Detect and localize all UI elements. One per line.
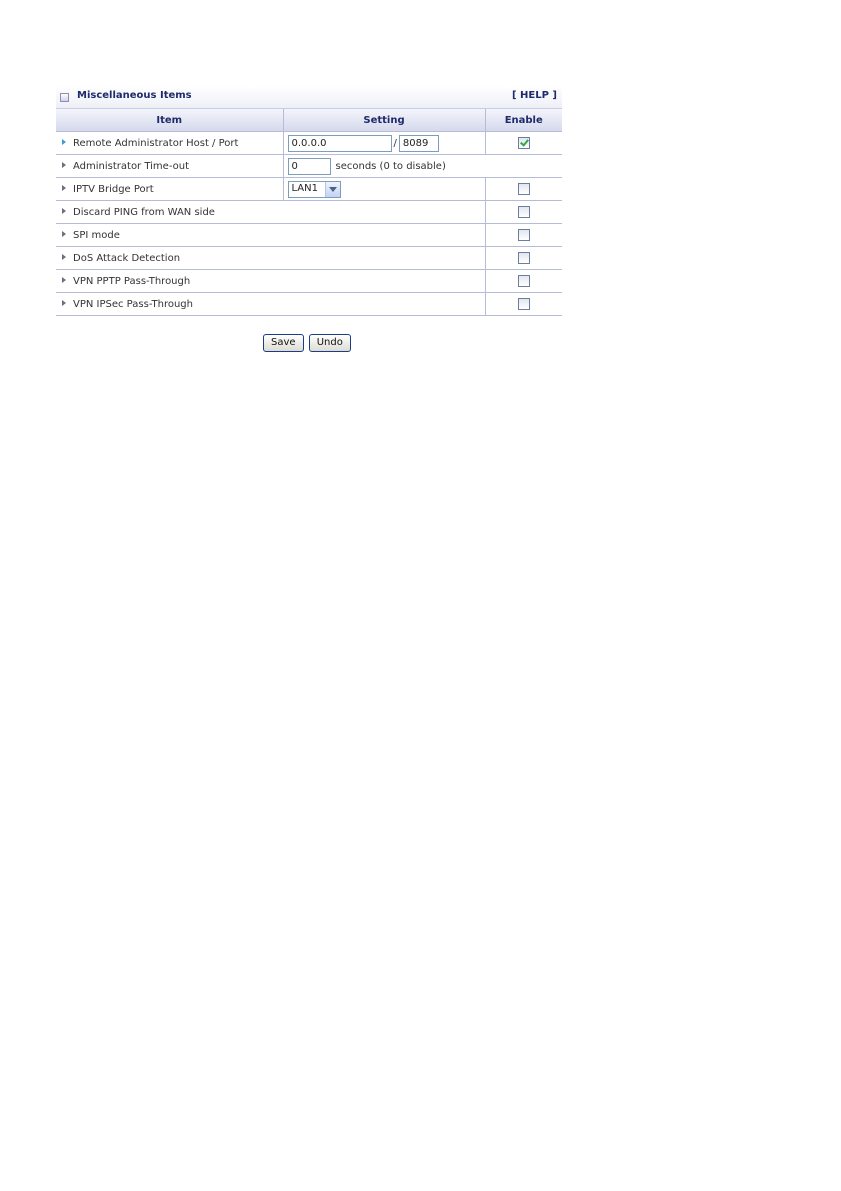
item-label: IPTV Bridge Port: [73, 183, 154, 195]
panel-title: Miscellaneous Items: [77, 90, 192, 101]
item-label: VPN IPSec Pass-Through: [73, 298, 193, 310]
item-label: VPN PPTP Pass-Through: [73, 275, 191, 287]
item-cell: [56, 155, 283, 178]
enable-cell: [485, 178, 562, 201]
row-admin-timeout: [56, 155, 562, 178]
item-cell: [56, 270, 485, 293]
setting-cell: [283, 155, 562, 178]
setting-cell: [283, 178, 485, 201]
header-item: Item: [56, 109, 283, 132]
vpn-ipsec-enable-checkbox[interactable]: [518, 298, 530, 310]
triangle-right-icon: [62, 231, 66, 237]
enable-cell: [485, 201, 562, 224]
row-vpn-pptp: [56, 270, 562, 293]
triangle-right-icon: [62, 208, 66, 214]
panel-titlebar: [56, 86, 562, 109]
dos-detection-enable-checkbox[interactable]: [518, 252, 530, 264]
enable-cell: [485, 293, 562, 316]
triangle-right-icon: [62, 254, 66, 260]
help-link[interactable]: [ HELP ]: [511, 90, 557, 101]
triangle-right-icon: [62, 300, 66, 306]
action-buttons: [263, 334, 353, 352]
enable-cell: [485, 247, 562, 270]
row-iptv-bridge: [56, 178, 562, 201]
enable-cell: [485, 224, 562, 247]
triangle-right-icon: [62, 277, 66, 283]
remote-port-input[interactable]: [399, 135, 439, 152]
item-label: Remote Administrator Host / Port: [73, 137, 239, 149]
settings-table: [56, 109, 562, 316]
row-discard-ping: [56, 201, 562, 224]
item-cell: [56, 132, 283, 155]
spi-mode-enable-checkbox[interactable]: [518, 229, 530, 241]
remote-admin-enable-checkbox[interactable]: [518, 137, 530, 149]
enable-cell: [485, 270, 562, 293]
vpn-pptp-enable-checkbox[interactable]: [518, 275, 530, 287]
item-label: DoS Attack Detection: [73, 252, 181, 264]
save-button[interactable]: Save: [263, 334, 304, 352]
item-label: SPI mode: [73, 229, 120, 241]
item-cell: [56, 201, 485, 224]
iptv-port-selected: LAN1: [291, 182, 318, 194]
item-label: Administrator Time-out: [73, 160, 189, 172]
item-label: Discard PING from WAN side: [73, 206, 215, 218]
header-enable: Enable: [485, 109, 562, 132]
table-header-row: [56, 109, 562, 132]
item-cell: [56, 178, 283, 201]
iptv-enable-checkbox[interactable]: [518, 183, 530, 195]
row-spi-mode: [56, 224, 562, 247]
enable-cell: [485, 132, 562, 155]
item-cell: [56, 247, 485, 270]
misc-items-panel: [56, 86, 562, 348]
remote-host-input[interactable]: [288, 135, 392, 152]
panel-square-icon: [60, 93, 69, 102]
triangle-right-icon: [62, 162, 66, 168]
triangle-right-icon: [62, 139, 66, 145]
chevron-down-icon: [325, 182, 340, 197]
setting-cell: [283, 132, 485, 155]
discard-ping-enable-checkbox[interactable]: [518, 206, 530, 218]
timeout-hint: seconds (0 to disable): [335, 160, 446, 172]
item-cell: [56, 224, 485, 247]
header-setting: Setting: [283, 109, 485, 132]
item-cell: [56, 293, 485, 316]
undo-button[interactable]: Undo: [309, 334, 351, 352]
row-dos-detection: [56, 247, 562, 270]
row-vpn-ipsec: [56, 293, 562, 316]
triangle-right-icon: [62, 185, 66, 191]
iptv-port-select[interactable]: [288, 181, 341, 198]
host-port-separator: /: [393, 137, 397, 149]
timeout-input[interactable]: [288, 158, 331, 175]
row-remote-admin: [56, 132, 562, 155]
